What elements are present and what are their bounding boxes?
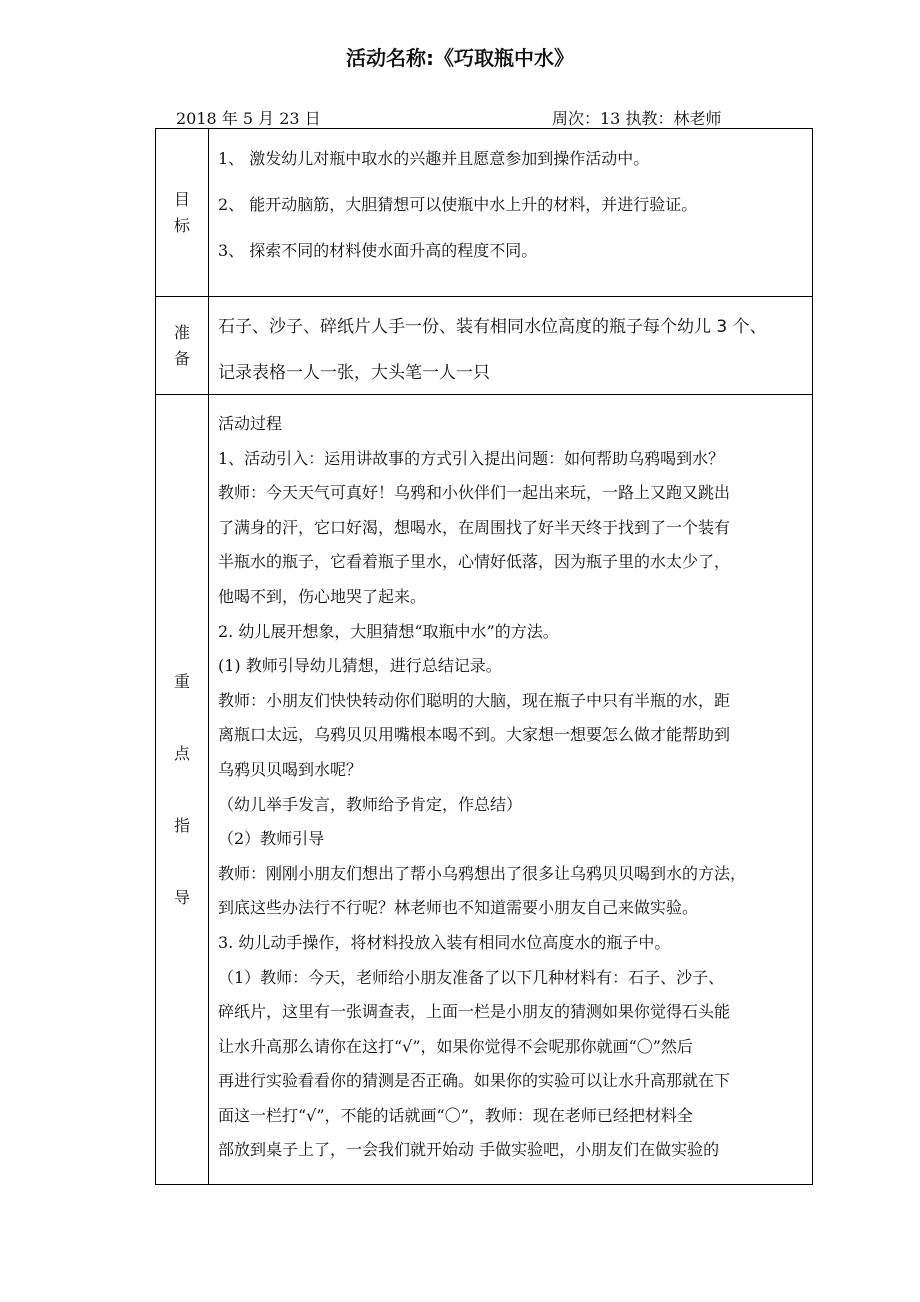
activity-date: 2018 年 5 月 23 日 <box>176 109 321 128</box>
prep-line: 记录表格一人一张，大头笔一人一只 <box>218 363 490 383</box>
goals-label-char: 标 <box>173 215 190 235</box>
process-line: 离瓶口太远，乌鸦贝贝用嘴根本喝不到。大家想一想要怎么做才能帮助到 <box>218 725 731 745</box>
process-line: 部放到桌子上了，一会我们就开始动 手做实验吧，小朋友们在做实验的 <box>218 1140 720 1160</box>
process-line: 2. 幼儿展开想象，大胆猜想“取瓶中水”的方法。 <box>218 621 559 641</box>
process-label-char: 点 <box>173 743 190 763</box>
week-teacher: 周次：13 执教：林老师 <box>552 109 722 128</box>
process-line: 碎纸片，这里有一张调查表，上面一栏是小朋友的猜测如果你觉得石头能 <box>218 1002 731 1022</box>
process-line: 再进行实验看看你的猜测是否正确。如果你的实验可以让水升高那就在下 <box>218 1071 731 1091</box>
process-line: 教师：今天天气可真好！乌鸦和小伙伴们一起出来玩，一路上又跑又跳出 <box>218 483 731 503</box>
prep-line: 石子、沙子、碎纸片人手一份、装有相同水位高度的瓶子每个幼儿 3 个、 <box>218 317 767 337</box>
process-line: 活动过程 <box>218 414 283 433</box>
process-label-char: 指 <box>173 815 190 835</box>
process-line: 教师：刚刚小朋友们想出了帮小乌鸦想出了很多让乌鸦贝贝喝到水的方法， <box>218 863 747 883</box>
prep-label <box>156 297 209 395</box>
goal-item: 1、 激发幼儿对瓶中取水的兴趣并且愿意参加到操作活动中。 <box>218 149 650 168</box>
prep-content <box>209 297 813 395</box>
process-content <box>209 395 813 1185</box>
goals-label-char: 目 <box>173 189 190 209</box>
prep-label-char: 准 <box>173 322 190 342</box>
process-line: （2）教师引导 <box>218 829 325 849</box>
process-line: 面这一栏打“√”，不能的话就画“〇”，教师：现在老师已经把材料全 <box>218 1105 693 1125</box>
process-line: (1) 教师引导幼儿猜想，进行总结记录。 <box>218 656 502 676</box>
process-line: （幼儿举手发言，教师给予肯定，作总结） <box>218 794 523 814</box>
process-line: 了满身的汗，它口好渴，想喝水，在周围找了好半天终于找到了一个装有 <box>218 517 731 537</box>
process-line: 乌鸦贝贝喝到水呢？ <box>218 759 363 779</box>
process-line: （1）教师：今天，老师给小朋友准备了以下几种材料有：石子、沙子、 <box>218 967 725 987</box>
goal-item: 2、 能开动脑筋，大胆猜想可以使瓶中水上升的材料，并进行验证。 <box>218 195 698 214</box>
process-line: 3. 幼儿动手操作，将材料投放入装有相同水位高度水的瓶子中。 <box>218 932 671 952</box>
process-label-char: 导 <box>173 887 190 907</box>
goals-label <box>156 129 209 297</box>
process-row <box>156 395 813 1185</box>
goals-row <box>156 129 813 297</box>
process-line: 他喝不到，伤心地哭了起来。 <box>218 586 427 606</box>
process-line: 1、活动引入：运用讲故事的方式引入提出问题：如何帮助乌鸦喝到水？ <box>218 448 725 468</box>
prep-row <box>156 297 813 395</box>
lesson-plan-table <box>155 128 813 1185</box>
goal-item: 3、 探索不同的材料使水面升高的程度不同。 <box>218 241 538 260</box>
process-line: 到底这些办法行不行呢？林老师也不知道需要小朋友自己来做实验。 <box>218 898 699 918</box>
process-line: 教师：小朋友们快快转动你们聪明的大脑，现在瓶子中只有半瓶的水，距 <box>218 690 731 710</box>
process-label <box>156 395 209 1185</box>
process-line: 半瓶水的瓶子，它看着瓶子里水，心情好低落，因为瓶子里的水太少了， <box>218 552 731 572</box>
process-label-char: 重 <box>173 671 190 691</box>
process-line: 让水升高那么请你在这打“√”，如果你觉得不会呢那你就画“〇”然后 <box>218 1036 693 1056</box>
page-title: 活动名称:《巧取瓶中水》 <box>346 46 574 70</box>
prep-label-char: 备 <box>173 348 190 368</box>
goals-content <box>209 129 813 297</box>
